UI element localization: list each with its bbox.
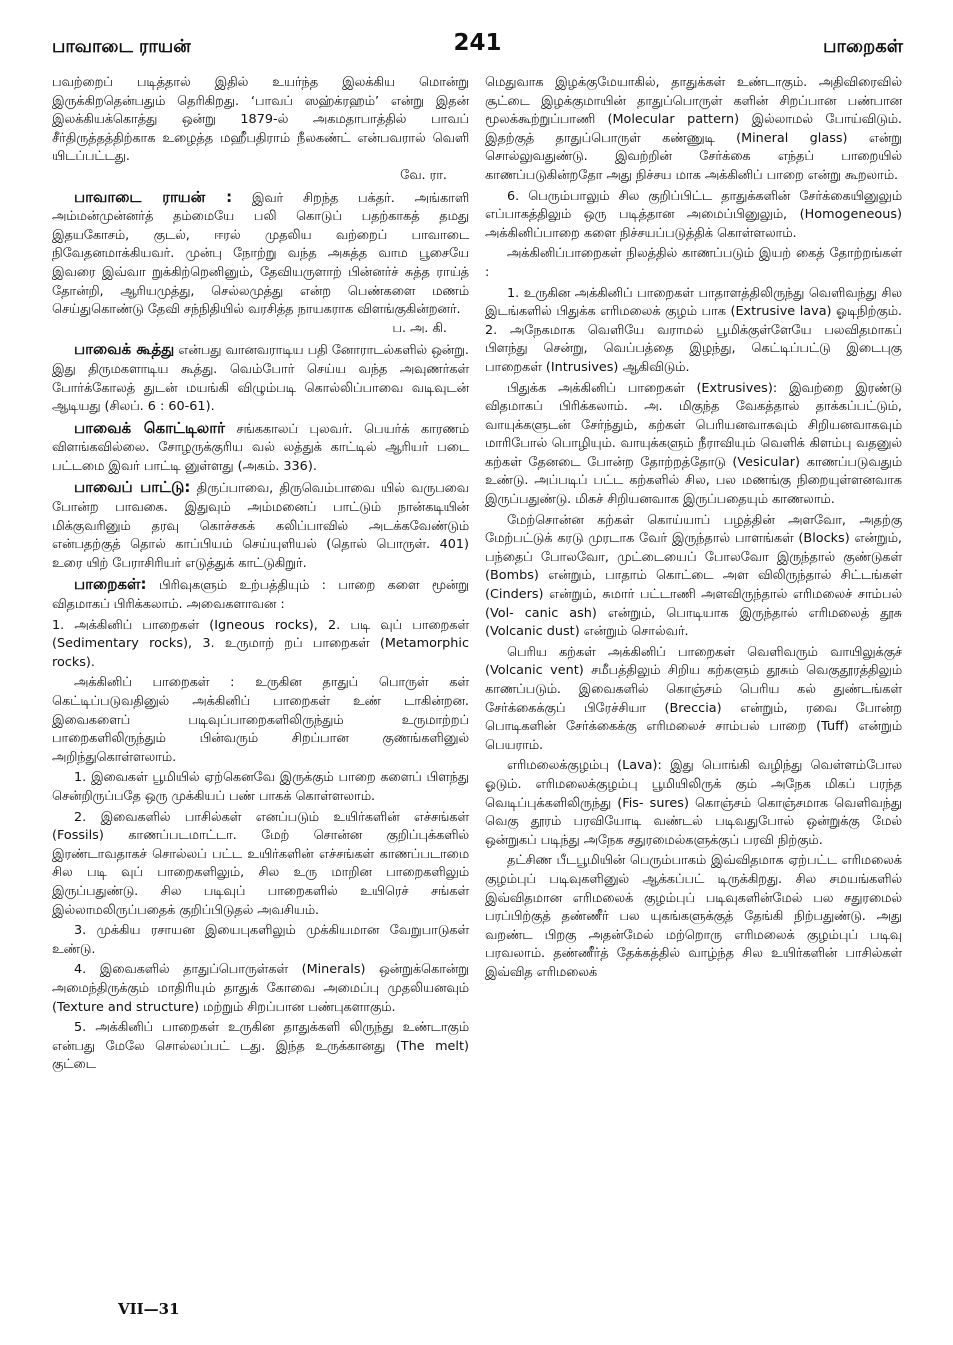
header-right-title: பாறைகள் — [823, 36, 903, 57]
paragraph: 6. பெரும்பாலும் சில குறிப்பிட்ட தாதுக்களின் சேர்க்கையினுலும் எப்பாகத்திலும் ஒரு படித்தான அமைப்பினுலும், (Homogeneous) அக்கினிப்பாறை களை நிச்சயப்படுத்திக் கொள்ளலாம். — [485, 188, 902, 241]
header-left-title: பாவாடை ராயன் — [52, 36, 191, 57]
entry-pavai-kottilar — [52, 419, 469, 477]
entry-headword: பாவாடை ராயன் : — [74, 187, 233, 206]
paragraph: 1. இவைகள் பூமியில் ஏற்கெனவே இருக்கும் பாறை களைப் பிளந்து சென்றிருப்பதே ஒரு முக்கியப் பண் பாகக் கொள்ளலாம். — [52, 770, 469, 804]
entry-body: பிரிவுகளும் உற்பத்தியும் : பாறை களை மூன்று விதமாகப் பிரிக்கலாம். அவைகளாவன : — [52, 578, 469, 613]
volume-folio: VII—31 — [118, 1300, 180, 1318]
entry-headword: பாவைக் கூத்து — [74, 340, 175, 359]
entry-headword: பாறைகள்: — [74, 575, 147, 594]
page-number: 241 — [453, 30, 502, 56]
entry-pavai-koothu — [52, 340, 469, 416]
rock-type-list: 1. அக்கினிப் பாறைகள் (Igneous rocks), 2. படி வுப் பாறைகள் (Sedimentary rocks), 3. உருமாற் றப் பாறைகள் (Metamorphic rocks). — [52, 617, 469, 670]
paragraph: அக்கினிப்பாறைகள் நிலத்தில் காணப்படும் இயற் கைத் தோற்றங்கள் : — [485, 246, 902, 280]
right-column — [485, 74, 902, 1077]
paragraph — [52, 74, 469, 186]
entry-pavadai-rayan — [52, 188, 469, 339]
paragraph: மெதுவாக இழக்குமேயாகில், தாதுக்கள் உண்டாகும். அதிவிரைவில் சூட்டை இழக்குமாயின் தாதுப்பொருள் களின் சிறப்பான பண்பான மூலக்கூற்றுப்பாணி (Molecular pattern) இல்லாமல் போய்விடும். இதற்குத் தாதுப்பொருள் கண்ணுடி (Mineral glass) என்று சொல்லுவதுண்டு. இவற்றின் சேர்க்கை எந்தப் பாறையில் காணப்படுகின்றதோ அது நிச்சய மாக அக்கினிப் பாறை என்று கூறலாம். — [485, 75, 902, 183]
paragraph: 3. முக்கிய ரசாயன இயைபுகளிலும் முக்கியமான வேறுபாடுகள் உண்டு. — [52, 923, 469, 957]
paragraph: தட்சிண பீடபூமியின் பெரும்பாகம் இவ்விதமாக ஏற்பட்ட எரிமலைக் குழம்புப் படிவுகளினுல் ஆக்கப்பட் டிருக்கிறது. சில சமயங்களில் இவ்விதமான எரிமலைக் குழம்புப் படிவுகளின்மேல் பல சதுரமைல் பரப்பிற்குத் தண்ணீர் பல யுகங்களுக்குத் தேங்கி நிற்பதுண்டு. அது வறண்ட பிறகு அதன்மேல் மற்றொரு எரிமலைக் குழம்புப் படிவு பரவலாம். தண்ணீர்த் தேக்கத்தில் வாழ்ந்த சில உயிர்களின் பாசில்கள் இவ்வித எரிமலைக் — [485, 853, 902, 980]
author-signature: ப. அ. கி. — [392, 320, 447, 336]
entry-body: இவர் சிறந்த பக்தர். அங்காளி அம்மன்முன்னர்த் தம்மையே பலி கொடுப் பதற்காகத் தமது இதயகோசம், குடல், ஈரல் முதலிய வற்றைப் பாவாடை நிவேதனமாக்கியவர். முன்பு நோற்று வந்த அசுத்த வாம பூசையே இவரை இவ்வா றுக்கிற்றெனினும், தேவியருளாற் பின்னர்ச் சுத்த ராய்த் தோன்றி, ஆரியமுத்து, செல்லமுத்து என்ற பெண்களை மணம் செய்துகொண்டு தேவி சந்நிதியில் வரசித்த நாயகராக விளங்குகின்றனர். — [52, 190, 469, 318]
paragraph-text: பவற்றைப் படித்தால் இதில் உயர்ந்த இலக்கிய மொன்று இருக்கிறதென்பதும் தெரிகிறது. ‘பாவப் ஸஹ்க்ரஹம்’ என்று இதன் இலக்கியக்கொத்து ஒன்று 1879-ல் அகமதாபாத்தில் பாவப் சீர்திருத்தத்திற்காக உழைத்த மஹீபதிராம் நீலகண்ட் என்பவரால் வெளி யிடப்பட்டது. — [52, 75, 469, 165]
entry-body: சங்ககாலப் புலவர். பெயர்க் காரணம் விளங்கவில்லை. சோழருக்குரிய வல் லத்துக் காட்டில் ஆரியர் படை பட்டமை இவர் பாட்டி னுள்ளது (அகம். 336). — [52, 421, 469, 474]
paragraph: 1. உருகின அக்கினிப் பாறைகள் பாதாளத்திலிருந்து வெளிவந்து சில இடங்களில் பிதுக்க எரிமலைக் குழம் பாக (Extrusive lava) ஓடிநிற்கும். 2. அநேகமாக வெளியே வராமல் பூமிக்குள்ளேயே பலவிதமாகப் பிளந்து சென்று, வெப்பத்தை இழந்து, கெட்டிப்பட்டு இடைபுகு பாறைகள் (Intrusives) ஆகிவிடும். — [485, 285, 902, 375]
paragraph: 4. இவைகளில் தாதுப்பொருள்கள் (Minerals) ஒன்றுக்கொன்று அமைந்திருக்கும் மாதிரியும் தாதுக் கோவை அமைப்பு முதலியனவும் (Texture and structure) மற்றும் சிறப்பான பண்புகளாகும். — [52, 962, 469, 1015]
paragraph: பெரிய கற்கள் அக்கினிப் பாறைகள் வெளிவரும் வாயிலுக்குச் (Volcanic vent) சமீபத்திலும் சிறிய கற்களும் தூசும் வெகுதூரத்திலும் காணப்படும். இவைகளில் கொஞ்சம் பெரிய கல் துண்டங்கள் சேர்க்கைக்குப் பிரேச்சியா (Breccia) என்றும், ரவை போன்ற பொடிகளின் சேர்க்கைக்கு எரிமலைச் சாம்பல் பாறை (Tuff) என்றும் பெயராம். — [485, 644, 902, 753]
paragraph: எரிமலைக்குழம்பு (Lava): இது பொங்கி வழிந்து வெள்ளம்போல ஓடும். எரிமலைக்குழம்பு பூமியிலிருக் கும் அநேக மிகப் பரந்த வெடிப்புக்களிலிருந்து (Fis- sures) கொஞ்சம் கொஞ்சமாக வெளிவந்து வெகு தூரம் பரவியோடி வண்டல் படிவதுபோல் ஒன்றுக்கு மேல் ஒன்றுகப் படிந்து அநேக சதுரமைல்களுக்குப் பரவி நிற்கும். — [485, 758, 902, 848]
paragraph: பிதுக்க அக்கினிப் பாறைகள் (Extrusives): இவற்றை இரண்டு விதமாகப் பிரிக்கலாம். அ. மிகுந்த வேகத்தால் தாக்கப்பட்டும், வாயுக்களுடன் சேர்ந்தும், கற்கள் பெரியனவாகவும் சிறியனவாகவும் மாரிபோல் பொழியும். வாயுக்களும் நீராவியும் வெளிக் கிளம்பு வதனுல் கற்கள் தேனடை போன்ற தோற்றத்தோடு (Vesicular) காணப்படுவதும் உண்டு. அப்படிப் பட்ட கற்களில் சில, பல மணங்கு நிறையுள்ளனவாக இருப்பதுண்டு. மிகச் சிறியனவாக இருப்பதையும் காணலாம். — [485, 380, 902, 508]
paragraph: மேற்சொன்ன கற்கள் கொய்யாப் பழத்தின் அளவோ, அதற்கு மேற்பட்டுக் கரடு முரடாக வேர் இருந்தால் பாளங்கள் (Blocks) என்றும், பந்தைப் போலவோ, முட்டையைப் போலவோ இருந்தால் குண்டுகள் (Bombs) என்றும், பாதாம் கொட்டை அள விலிருந்தால் சிட்டங்கள் (Cinders) என்றும், சுமார் பட்டாணி அளவிருந்தால் எரிமலைச் சாம்பல் (Vol- canic ash) என்றும், பொடியாக இருந்தால் எரிமலைத் தூசு (Volcanic dust) என்றும் சொல்வர். — [485, 512, 902, 640]
paragraph: அக்கினிப் பாறைகள் : உருகின தாதுப் பொருள் கள் கெட்டிப்படுவதினுல் அக்கினிப் பாறைகள் உண் டாகின்றன. இவைகளைப் படிவுப்பாறைகளிலிருந்தும் உருமாற்றப் பாறைகளிலிருந்தும் பின்வரும் சிறப்பான குணங்களினுல் அறிந்துகொள்ளலாம். — [52, 675, 469, 765]
running-head — [52, 30, 903, 64]
entry-headword: பாவைப் பாட்டு: — [74, 478, 191, 497]
left-column — [52, 74, 469, 1077]
entry-body: திருப்பாவை, திருவெம்பாவை யில் வருபவை போன்ற பாவகை. இதுவும் அம்மனைப் பாட்டும் நான்கடியின் மிக்குவரினும் தரவு கொச்சகக் கலிப்பாவில் அடக்கவேண்டும் என்பதற்குத் தொல் காப்பியம் செய்யுளியல் (தொல் பொருள். 401) உரை யிற் பேராசிரியர் எடுத்துக் காட்டுகிறுர். — [52, 481, 469, 571]
paragraph: 2. இவைகளில் பாசில்கள் எனப்படும் உயிர்களின் எச்சங்கள் (Fossils) காணப்படமாட்டா. மேற் சொன்ன குறிப்புக்களில் இரண்டாவதாகச் சொல்லப் பட்ட உயிர்களின் எச்சங்கள் காணப்படாமை சில படி வுப் பாறைகளிலும், சில உரு மாறின பாறைகளிலும் இருப்பதுண்டு. சில படிவுப் பாறைகளில் உயிரெச் சங்கள் இல்லாமலிருப்பதைக் குறிப்பிடுதல் அவசியம். — [52, 809, 469, 918]
entry-pavai-pattu — [52, 478, 469, 573]
entry-headword: பாவைக் கொட்டிலார் — [74, 418, 225, 437]
author-signature: வே. ரா. — [400, 167, 447, 183]
entry-paraigal — [52, 575, 469, 614]
text-columns — [52, 74, 903, 1077]
entry-body: என்பது வானவராடிய பதி னோராடல்களில் ஒன்று. இது திருமகளாடிய கூத்து. வெம்போர் செய்ய வந்த அவுணர்கள் போர்க்கோலத் துடன் மயங்கி விழும்படி கொல்லிப்பாவை வடிவுடன் ஆடியது (சிலப். 6 : 60-61). — [52, 343, 469, 415]
paragraph: 5. அக்கினிப் பாறைகள் உருகின தாதுக்களி லிருந்து உண்டாகும் என்பது மேலே சொல்லப்பட் டது. இந்த உருக்கானது (The melt) குட்டை — [52, 1020, 469, 1073]
